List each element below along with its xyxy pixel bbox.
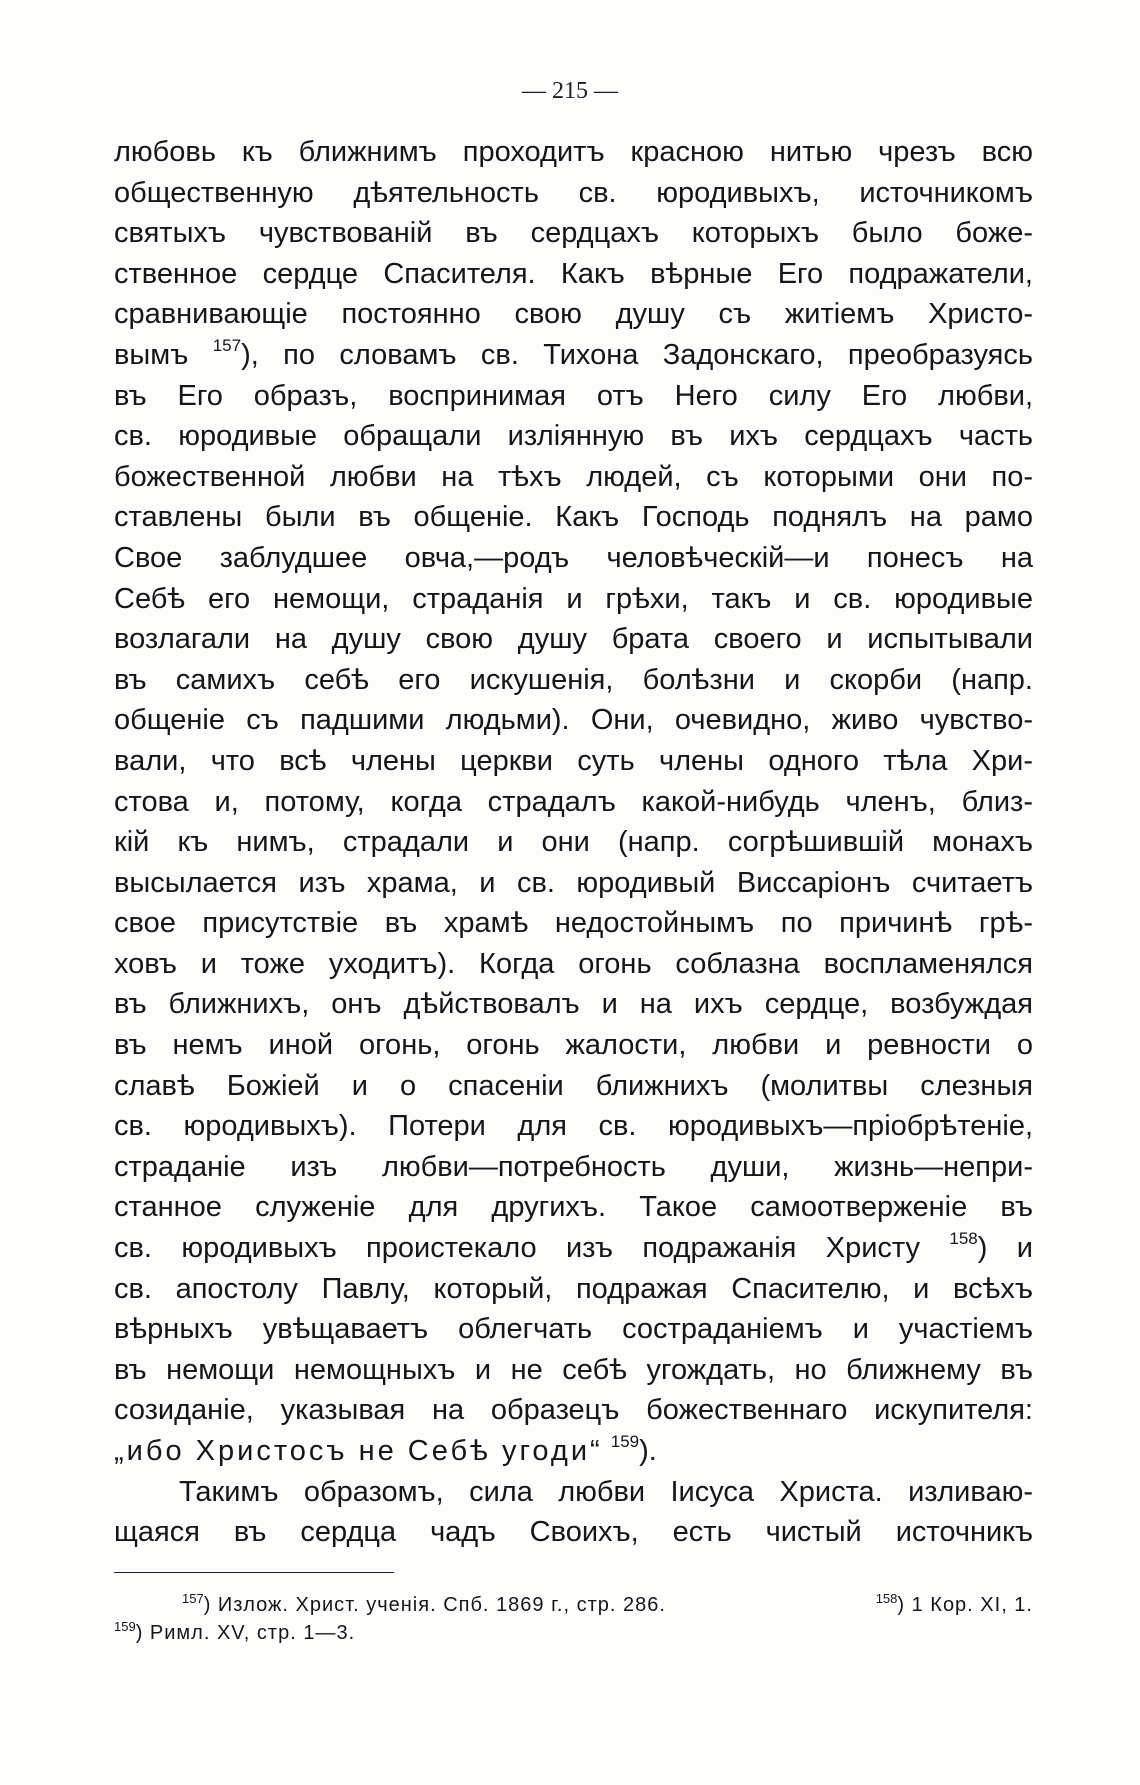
text-line — [114, 782, 1033, 823]
footnote-mark: 159 — [114, 1619, 136, 1635]
text-line — [114, 1350, 1033, 1391]
text-line — [114, 1066, 1033, 1107]
text-line — [114, 254, 1033, 295]
text-run — [603, 1435, 611, 1467]
text-line — [114, 538, 1033, 579]
text-line — [114, 1228, 1033, 1269]
text-run: Такимъ образомъ, сила любви Іисуса Христа. изливаю- — [179, 1475, 1033, 1508]
text-line — [114, 457, 1033, 498]
paragraph — [114, 132, 1033, 1472]
footnote-157 — [182, 1591, 666, 1619]
footnote-159 — [114, 1619, 355, 1647]
text-line — [114, 1431, 1033, 1472]
text-line — [114, 173, 1033, 214]
text-line — [114, 376, 1033, 417]
text-run: Свое заблудшее овча,—родъ человѣческій—и понесъ на — [114, 541, 1033, 574]
text-run: ховъ и тоже уходитъ). Когда огонь соблазна воспламенялся — [114, 947, 1033, 980]
text-line — [114, 944, 1033, 985]
text-line — [114, 294, 1033, 335]
text-run: сравнивающіе постоянно свою душу съ житіемъ Христо- — [114, 298, 1033, 331]
text-run: высылается изъ храма, и св. юродивый Виссаріонъ считаетъ — [114, 866, 1033, 899]
text-run: божественной любви на тѣхъ людей, съ которыми они по- — [114, 460, 1033, 493]
text-line — [114, 132, 1033, 173]
text-run: ). — [639, 1435, 657, 1467]
text-run: святыхъ чувствованій въ сердцахъ которыхъ было боже- — [114, 217, 1033, 250]
footnote-row — [114, 1591, 1033, 1619]
text-line — [114, 1025, 1033, 1066]
footnote-ref: 159 — [610, 1432, 640, 1452]
text-run: свое присутствіе въ храмѣ недостойнымъ по причинѣ грѣ- — [114, 907, 1033, 940]
text-run: св. юродивыхъ). Потери для св. юродивыхъ—пріобрѣтеніе, — [114, 1110, 1033, 1143]
paragraph — [114, 1472, 1033, 1553]
text-line — [114, 1106, 1033, 1147]
text-run: Себѣ его немощи, страданія и грѣхи, такъ и св. юродивые — [114, 582, 1033, 615]
footnote-row — [114, 1619, 1033, 1647]
text-run: общественную дѣятельность св. юродивыхъ, источникомъ — [114, 176, 1033, 209]
text-run: возлагали на душу свою душу брата своего и испытывали — [114, 623, 1033, 656]
text-run: общеніе съ падшими людьми). Они, очевидно, живо чувство- — [114, 704, 1033, 737]
text-run: ственное сердце Спасителя. Какъ вѣрные Его подражатели, — [114, 257, 1033, 290]
text-run: въ немъ иной огонь, огонь жалости, любви и ревности о — [114, 1029, 1033, 1062]
text-line — [114, 497, 1033, 538]
text-line — [114, 213, 1033, 254]
text-run: св. апостолу Павлу, который, подражая Спасителю, и всѣхъ — [114, 1272, 1033, 1305]
text-line — [114, 416, 1033, 457]
text-run: вѣрныхъ увѣщаваетъ облегчать состраданіемъ и участіемъ — [114, 1313, 1033, 1346]
footnote-separator-rule — [114, 1572, 394, 1573]
text-line — [114, 1512, 1033, 1553]
text-line — [114, 1390, 1033, 1431]
text-run: стова и, потому, когда страдалъ какой-нибудь членъ, близ- — [114, 785, 1033, 818]
text-line — [114, 863, 1033, 904]
text-run: въ ближнихъ, онъ дѣйствовалъ и на ихъ сердце, возбуждая — [114, 988, 1033, 1021]
text-run: станное служеніе для другихъ. Такое самоотверженіе въ — [114, 1191, 1033, 1224]
footnote-text: ) 1 Кор. XI, 1. — [897, 1594, 1033, 1616]
text-line — [114, 984, 1033, 1025]
text-run: кій къ нимъ, страдали и они (напр. согрѣшившій монахъ — [114, 826, 1033, 859]
text-run: щаяся въ сердца чадъ Своихъ, есть чистый источникъ — [114, 1516, 1033, 1549]
text-run: вымъ — [114, 338, 213, 371]
footnote-ref: 158 — [949, 1229, 978, 1249]
footnotes — [114, 1591, 1033, 1647]
text-line — [114, 903, 1033, 944]
text-run: созиданіе, указывая на образецъ божественнаго искупителя: — [114, 1394, 1033, 1427]
text-line — [114, 1309, 1033, 1350]
text-line — [114, 822, 1033, 863]
text-line — [114, 1147, 1033, 1188]
body-text — [114, 132, 1033, 1553]
text-line — [114, 619, 1033, 660]
text-run: страданіе изъ любви—потребность души, жизнь—непри- — [114, 1150, 1033, 1183]
text-run: въ немощи немощныхъ и не себѣ угождать, но ближнему въ — [114, 1353, 1033, 1386]
text-run: славѣ Божіей и о спасеніи ближнихъ (молитвы слезныя — [114, 1069, 1033, 1102]
text-line — [114, 741, 1033, 782]
text-line — [114, 335, 1033, 376]
text-run: ставлены были въ общеніе. Какъ Господь поднялъ на рамо — [114, 501, 1033, 534]
text-line — [114, 1472, 1033, 1513]
footnote-mark: 158 — [875, 1591, 898, 1607]
text-run: ) и — [977, 1232, 1033, 1265]
text-line — [114, 1269, 1033, 1310]
text-run: въ Его образъ, воспринимая отъ Него силу Его любви, — [114, 379, 1033, 412]
footnote-text: ) Римл. XV, стр. 1—3. — [135, 1622, 356, 1644]
page-number: — 215 — — [522, 78, 618, 104]
text-run: св. юродивые обращали изліянную въ ихъ сердцахъ часть — [114, 420, 1033, 453]
text-line — [114, 700, 1033, 741]
footnote-mark: 157 — [182, 1591, 204, 1607]
text-line — [114, 1187, 1033, 1228]
text-run: ), по словамъ св. Тихона Задонскаго, преобразуясь — [241, 338, 1033, 371]
text-run: св. юродивыхъ проистекало изъ подражанія Христу — [114, 1232, 950, 1265]
spaced-emphasis: „ибо Христосъ не Себѣ угоди“ — [114, 1435, 603, 1467]
text-line — [114, 579, 1033, 620]
footnote-text: ) Излож. Христ. ученія. Спб. 1869 г., стр. 286. — [203, 1594, 666, 1616]
text-line — [114, 660, 1033, 701]
text-run: вали, что всѣ члены церкви суть члены одного тѣла Хри- — [114, 744, 1033, 777]
footnote-ref: 157 — [212, 336, 242, 356]
footnote-158 — [876, 1591, 1033, 1619]
text-run: любовь къ ближнимъ проходитъ красною нитью чрезъ всю — [114, 136, 1033, 168]
text-run: въ самихъ себѣ его искушенія, болѣзни и скорби (напр. — [114, 663, 1033, 696]
